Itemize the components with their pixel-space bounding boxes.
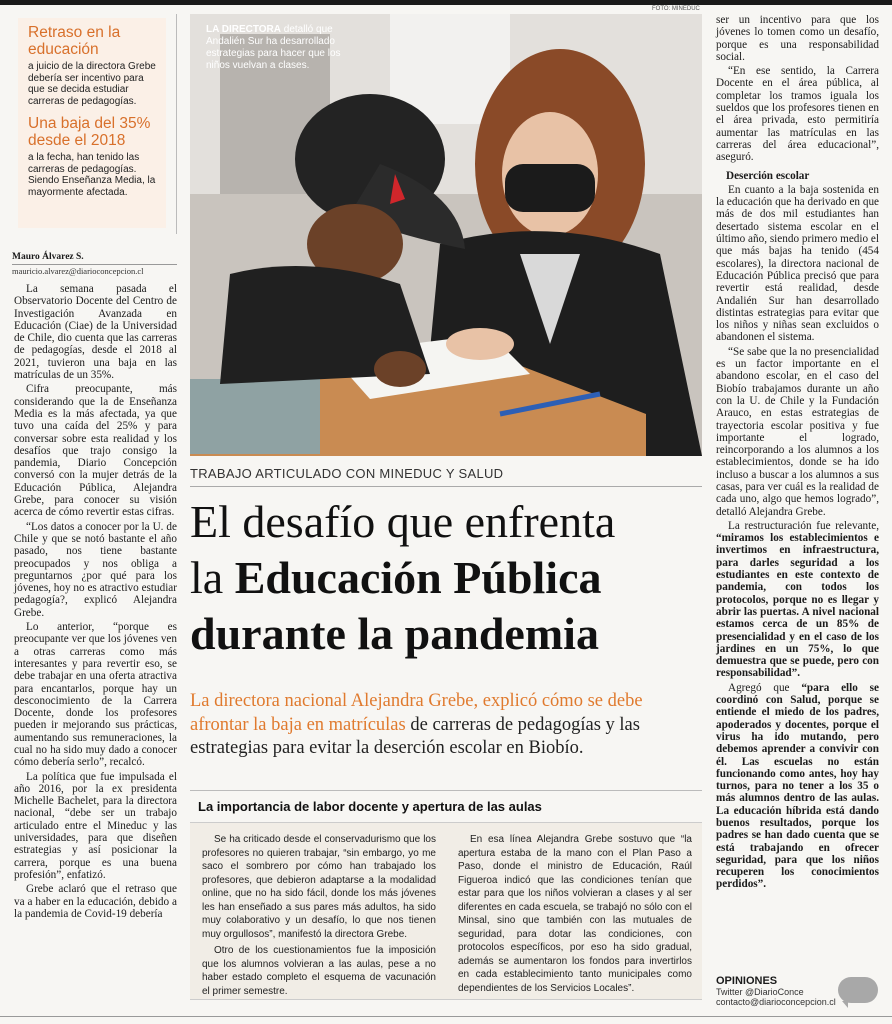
left-column [14, 283, 177, 922]
byline [12, 252, 177, 276]
paragraph: “En ese sentido, la Carrera Docente en el área pública, al completar los tramos iguala los sueldos que los profesores tienen en el área privada, esto permitiría aumentar las matrículas en las carreras del área educacional”, aseguró. [716, 65, 879, 164]
paragraph-lead: La restructuración fue relevante, [728, 519, 879, 532]
headline-line-3: durante la pandemia [190, 608, 599, 659]
sidebar-callouts [18, 18, 166, 228]
paragraph: La política que fue impulsada el año 2016, por la ex presidenta Michelle Bachelet, para la directora nacional, “debe ser un trabajo articulado entre el Mineduc y las universidades, para que diseñen estrategias y así posicionar la carrera, porque es una buena profesión”, enfatizó. [14, 770, 177, 881]
paragraph [716, 682, 879, 891]
paragraph: ser un incentivo para que los jóvenes lo tomen como un desafío, porque es una responsabilidad social. [716, 14, 879, 63]
deck [190, 690, 702, 761]
paragraph: Cifra preocupante, más considerando que la de Enseñanza Media es la más afectada, ya que tuvo una caída del 25% y para conversar sobre esta realidad y los desafíos que trajo consigo la pandemia, Diario Concepción conversó con la mujer detrás de la Educación Pública, Alejandra Grebe, para conocer su visión acerca de cómo revertir estas cifras. [14, 383, 177, 519]
author-email: mauricio.alvarez@diarioconcepcion.cl [12, 264, 177, 276]
photo-illustration [190, 14, 702, 456]
paragraph [716, 520, 879, 680]
paragraph: Grebe aclaró que el retraso que va a haber en la educación, debido a la pandemia de Covid-19 debería [14, 883, 177, 920]
right-column [716, 14, 879, 893]
info-box [190, 822, 702, 1000]
photo-caption-lead: LA DIRECTORA [206, 24, 281, 35]
box-paragraph: En esa línea Alejandra Grebe sostuvo que “la apertura estaba de la mano con el Plan Paso a Paso, donde el ministro de Educación, Raúl Figueroa indicó que las condiciones tenían que estar para que los niños volvieran a clases y al ser diferentes en cada escuela, se trabajó no sólo con el Minsal, sino que también con las mutuales de seguridad, para dotar las condiciones, con protocolos específicos, por eso ha sido gradual, además se aumentaron los fondos para invertirlos en cada establecimiento tanto municipales como dependientes de los Servicios Locales”. [458, 834, 692, 994]
deck-rest: de carreras de pedagogías y las estrategias para evitar la deserción escolar en Biobío. [190, 714, 640, 758]
speech-bubble-icon [838, 977, 878, 1003]
photo-credit: FOTO: MINEDUC [652, 6, 700, 12]
paragraph-quote: “para ello se coordinó con Salud, porque se entiende el miedo de los padres, apoderados y docentes, porque el virus ha ido mutando, pero debemos aprender a convivir con él. Las escuelas no están funcionando como antes, hoy hay turnos, para no tener a los 35 o más alumnos dentro de las aulas. La educación híbrida está dando buenos resultados, porque los padres se han dado cuenta que se está trabajando en ofrecer seguridad, para que los niños recuperen los conocimientos perdidos”. [716, 681, 879, 891]
paragraph [716, 346, 879, 518]
opinions-footer [716, 975, 836, 1007]
paragraph: “Los datos a conocer por la U. de Chile y que se notó bastante el año pasado, nos tiene bastante preocupados y nos obliga a preguntarnos ¿por qué para los jóvenes, hoy no es atractivo estudiar pedagogía?, explicó Alejandra Grebe. [14, 520, 177, 619]
box-column-1 [202, 833, 436, 1001]
photo-caption-text: detalló que Andalién Sur ha desarrollado estrategias para hacer que los niños vuelvan a clases. [206, 24, 341, 71]
article-photo [190, 14, 702, 456]
top-bar [0, 0, 892, 5]
paragraph: Lo anterior, “porque es preocupante ver que los jóvenes ven a otras carreras como más interesantes y para revertir eso, se debe trabajar en una oferta atractiva para encantarlos, porque hay un desconocimiento de la Carrera Docente, donde los profesores pueden ir mejorando sus prácticas, aumentando sus remuneraciones, la cual no ha sido muy dado a conocer cómo debería serlo”, recalcó. [14, 621, 177, 769]
paragraph-quote: “Se sabe que la no presencialidad es un factor importante en el abandono escolar, en el caso del Biobío trabajamos durante un año con la U. de Chile y la Fundación Arauco, en estas estrategias de trayectoria escolar positiva y fue importante el logrado, reincorporando a los alumnos a los establecimientos, donde se ha ido incluso a buscar a los alumnos a sus casas, para ver cuál es la realidad de cada uno, algo que hemos logrado”, [716, 345, 879, 506]
paragraph: En cuanto a la baja sostenida en la educación que ha derivado en que más de dos mil estudiantes han desertado sistema escolar en el último año, siendo primero medio el que más bajas ha tenido (454 escolares), la directora nacional de Educación Pública precisó que para revertir está realidad, desde Andalién Sur han desarrollado distintas estrategias para evitar que los niños y niñas sean excluidos o abandonen el sistema. [716, 183, 879, 344]
callout-title-2: Una baja del 35% desde el 2018 [28, 115, 151, 149]
box-paragraph: Se ha criticado desde el conservadurismo que los profesores no quieren trabajar, “sin embargo, yo me saco el sombrero por cómo han trabajado los profesores, que debieron adaptarse a la modalidad online, que no ha sido fácil, donde los más jóvenes les han enseñado a sus pares más adultos, ha sido muy colaborativo y un desafío, lo que nos tienen muy orgullosos”, manifestó la directora Grebe. [202, 834, 436, 940]
paragraph-lead: Agregó que [728, 681, 790, 694]
callout-body-2: a la fecha, han tenido las carreras de pedagogías. Siendo Enseñanza Media, la mayormente afectada. [28, 152, 156, 198]
box-column-2 [458, 833, 692, 998]
deck-accent: La directora nacional Alejandra Grebe, explicó cómo se debe afrontar la baja en matrículas [190, 691, 643, 735]
kicker-rule [190, 486, 702, 487]
paragraph-attribution: detalló Alejandra Grebe. [716, 505, 826, 518]
paragraph: La semana pasada el Observatorio Docente del Centro de Investigación Avanzada en Educación (Ciae) de la Universidad de Chile, dio cuenta que las carreras de pedagogías, desde el 2018 al 2021, tuvieron una baja en las matrículas de un 35%. [14, 283, 177, 382]
paragraph-quote: “miramos los establecimientos e invertimos en infraestructura, para darles seguridad a los estudiantes en este contexto de pandemia, con todos los protocolos, porque no es llegar y abrir las puertas. A nivel nacional estamos cerca de un 85% de presencialidad y en el caso de los jardines en un 75%, lo que demuestra que se puede, pero con responsabilidad”. [716, 532, 879, 680]
opinions-label: OPINIONES [716, 975, 778, 987]
bottom-rule [0, 1016, 892, 1017]
headline-line-2-prefix: la [190, 552, 235, 603]
opinions-email[interactable]: contacto@diarioconcepcion.cl [716, 997, 836, 1007]
callout-body-1: a juicio de la directora Grebe debería ser incentivo para que se decida estudiar carreras de pedagogías. [28, 61, 156, 107]
kicker: TRABAJO ARTICULADO CON MINEDUC Y SALUD [190, 466, 504, 481]
vertical-divider [176, 14, 177, 234]
section-heading: Deserción escolar [726, 169, 810, 182]
author-name: Mauro Álvarez S. [12, 252, 84, 262]
opinions-twitter[interactable]: Twitter @DiarioConce [716, 987, 804, 997]
box-title: La importancia de labor docente y apertura de las aulas [198, 799, 542, 814]
headline-line-2-bold: Educación Pública [234, 552, 602, 603]
headline-line-1: El desafío que enfrenta [190, 496, 616, 547]
photo-caption [206, 24, 356, 72]
headline [190, 494, 702, 662]
box-paragraph: Otro de los cuestionamientos fue la imposición que los alumnos volvieran a las aulas, pese a no haber estado completo el esquema de vacunación el primer semestre. [202, 945, 436, 997]
callout-title-1: Retraso en la educación [28, 24, 121, 58]
box-header [190, 790, 702, 821]
